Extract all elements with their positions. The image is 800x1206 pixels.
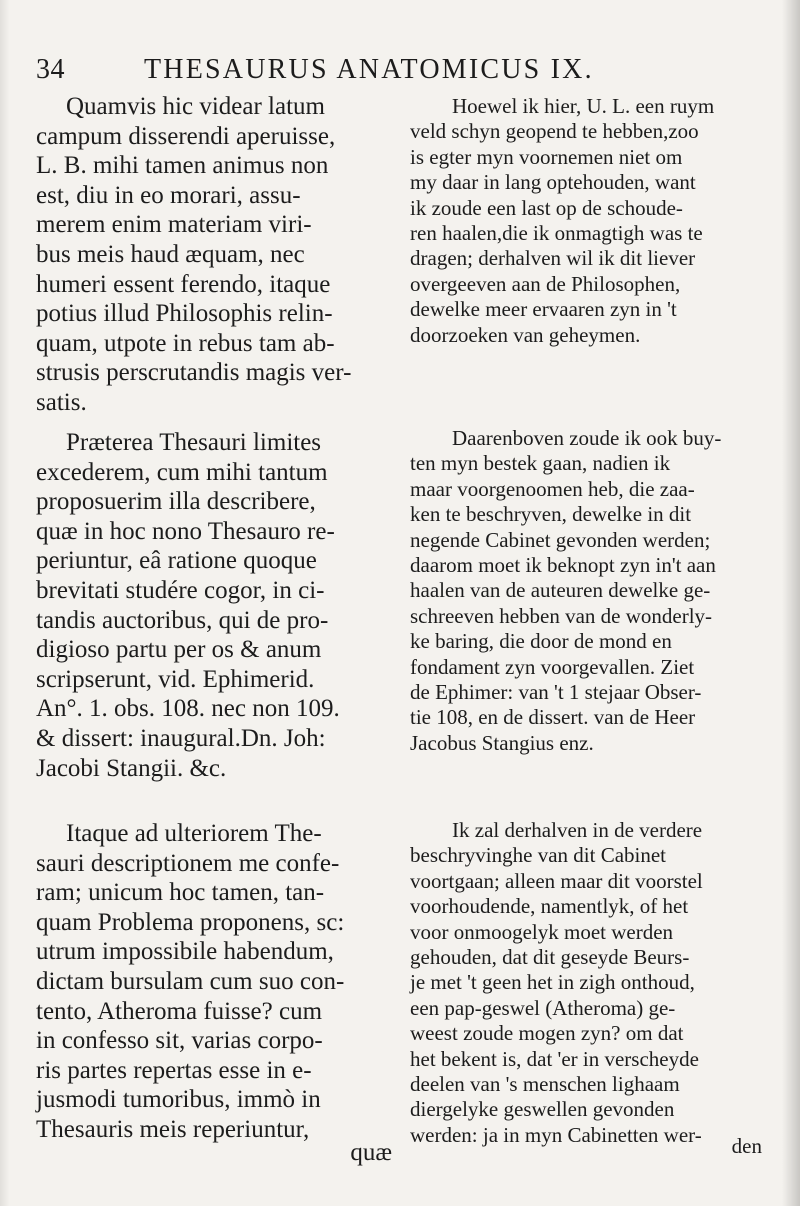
text-line: veld schyn geopend te hebben,zoo <box>410 119 699 144</box>
text-line: ten myn bestek gaan, nadien ik <box>410 451 671 476</box>
latin-paragraph-2 <box>36 428 340 783</box>
page-header <box>36 52 766 92</box>
text-line: periuntur, eâ ratione quoque <box>36 547 317 575</box>
dutch-catchword: den <box>731 1134 762 1158</box>
text-line: jusmodi tumoribus, immò in <box>36 1086 321 1114</box>
text-line: haalen van de auteuren dewelke ge- <box>410 578 711 603</box>
text-line: est, diu in eo morari, assu- <box>36 181 301 209</box>
text-line: maar voorgenoomen heb, die zaa- <box>410 476 695 501</box>
text-line: proposuerim illa describere, <box>36 488 316 516</box>
text-line: digioso partu per os & anum <box>36 636 322 664</box>
text-line: dragen; derhalven wil ik dit liever <box>410 246 696 271</box>
text-line: deelen van 's menschen lighaam <box>410 1072 680 1097</box>
latin-catchword: quæ <box>350 1139 392 1166</box>
text-line: voor onmoogelyk moet werden <box>410 919 674 944</box>
text-line: ik zoude een last op de schoude- <box>410 195 683 220</box>
text-line: je met 't geen het in zigh onthoud, <box>410 970 695 995</box>
text-line: voorhoudende, namentlyk, of het <box>410 894 689 919</box>
text-line: in confesso sit, varias corpo- <box>36 1027 323 1055</box>
text-line: Daarenboven zoude ik ook buy- <box>452 426 722 450</box>
text-line: dictam bursulam cum suo con- <box>36 967 345 995</box>
text-line: ren haalen,die ik onmagtigh was te <box>410 221 703 246</box>
text-line: brevitati studére cogor, in ci- <box>36 576 325 604</box>
text-line: quam Problema proponens, sc: <box>36 908 345 936</box>
text-line: weest zoude mogen zyn? om dat <box>410 1021 684 1046</box>
text-line: daarom moet ik beknopt zyn in't aan <box>410 553 716 578</box>
text-line: L. B. mihi tamen animus non <box>36 152 329 180</box>
text-line: potius illud Philosophis relin- <box>36 300 333 328</box>
text-line: ken te beschryven, dewelke in dit <box>410 502 692 527</box>
text-line: de Ephimer: van 't 1 stejaar Obser- <box>410 680 702 705</box>
dutch-paragraph-3 <box>410 818 703 1148</box>
text-line: negende Cabinet gevonden werden; <box>410 527 711 552</box>
text-line: beschryvinghe van dit Cabinet <box>410 843 667 868</box>
text-line: Jacobus Stangius enz. <box>410 730 594 755</box>
text-line: een pap-geswel (Atheroma) ge- <box>410 995 676 1020</box>
text-line: ris partes repertas esse in e- <box>36 1056 312 1084</box>
text-line: overgeeven aan de Philosophen, <box>410 271 681 296</box>
text-line: tie 108, en de dissert. van de Heer <box>410 705 696 730</box>
text-line: Ik zal derhalven in de verdere <box>452 818 703 842</box>
text-line: satis. <box>36 388 87 416</box>
text-line: ram; unicum hoc tamen, tan- <box>36 879 325 907</box>
text-line: dewelke meer ervaaren zyn in 't <box>410 297 677 322</box>
text-line: fondament zyn voorgevallen. Ziet <box>410 654 695 679</box>
text-line: schreeven hebben van de wonderly- <box>410 603 713 628</box>
text-line: excederem, cum mihi tantum <box>36 458 328 486</box>
text-line: strusis perscrutandis magis ver- <box>36 359 352 387</box>
text-line: quæ in hoc nono Thesauro re- <box>36 517 335 545</box>
latin-paragraph-3 <box>36 819 344 1145</box>
text-line: quam, utpote in rebus tam ab- <box>36 329 335 357</box>
text-line: Hoewel ik hier, U. L. een ruym <box>452 94 715 118</box>
text-line: Thesauris meis reperiuntur, <box>36 1115 310 1143</box>
text-line: & dissert: inaugural.Dn. Joh: <box>36 724 326 752</box>
text-line: Itaque ad ulteriorem The- <box>66 820 322 847</box>
text-line: An°. 1. obs. 108. nec non 109. <box>36 695 340 723</box>
text-line: werden: ja in myn Cabinetten wer- <box>410 1122 702 1147</box>
text-line: gehouden, dat dit geseyde Beurs- <box>410 945 690 970</box>
text-line: humeri essent ferendo, itaque <box>36 270 331 298</box>
text-line: is egter myn voornemen niet om <box>410 144 683 169</box>
text-line: Quamvis hic videar latum <box>66 93 325 120</box>
text-line: utrum impossibile habendum, <box>36 938 334 966</box>
latin-paragraph-1 <box>36 92 351 418</box>
text-line: bus meis haud æquam, nec <box>36 240 305 268</box>
dutch-paragraph-1 <box>410 94 714 348</box>
text-line: my daar in lang optehouden, want <box>410 170 696 195</box>
page-edge-shadow-left <box>0 0 10 1206</box>
text-line: campum disserendi aperuisse, <box>36 122 336 150</box>
text-line: ke baring, die door de mond en <box>410 629 672 654</box>
text-line: scripserunt, vid. Ephimerid. <box>36 665 315 693</box>
text-line: voortgaan; alleen maar dit voorstel <box>410 868 703 893</box>
text-line: merem enim materiam viri- <box>36 211 312 239</box>
text-line: tento, Atheroma fuisse? cum <box>36 997 323 1025</box>
dutch-paragraph-2 <box>410 426 721 756</box>
text-line: Jacobi Stangii. &c. <box>36 754 227 782</box>
text-line: het bekent is, dat 'er in verscheyde <box>410 1046 699 1071</box>
text-line: sauri descriptionem me confe- <box>36 849 340 877</box>
text-line: diergelyke geswellen gevonden <box>410 1097 675 1122</box>
text-line: Præterea Thesauri limites <box>66 429 322 456</box>
page-edge-shadow-right <box>782 0 800 1206</box>
text-line: tandis auctoribus, qui de pro- <box>36 606 329 634</box>
page-number: 34 <box>36 54 65 85</box>
running-head: THESAURUS ANATOMICUS IX. <box>144 54 594 85</box>
text-line: doorzoeken van geheymen. <box>410 322 641 347</box>
